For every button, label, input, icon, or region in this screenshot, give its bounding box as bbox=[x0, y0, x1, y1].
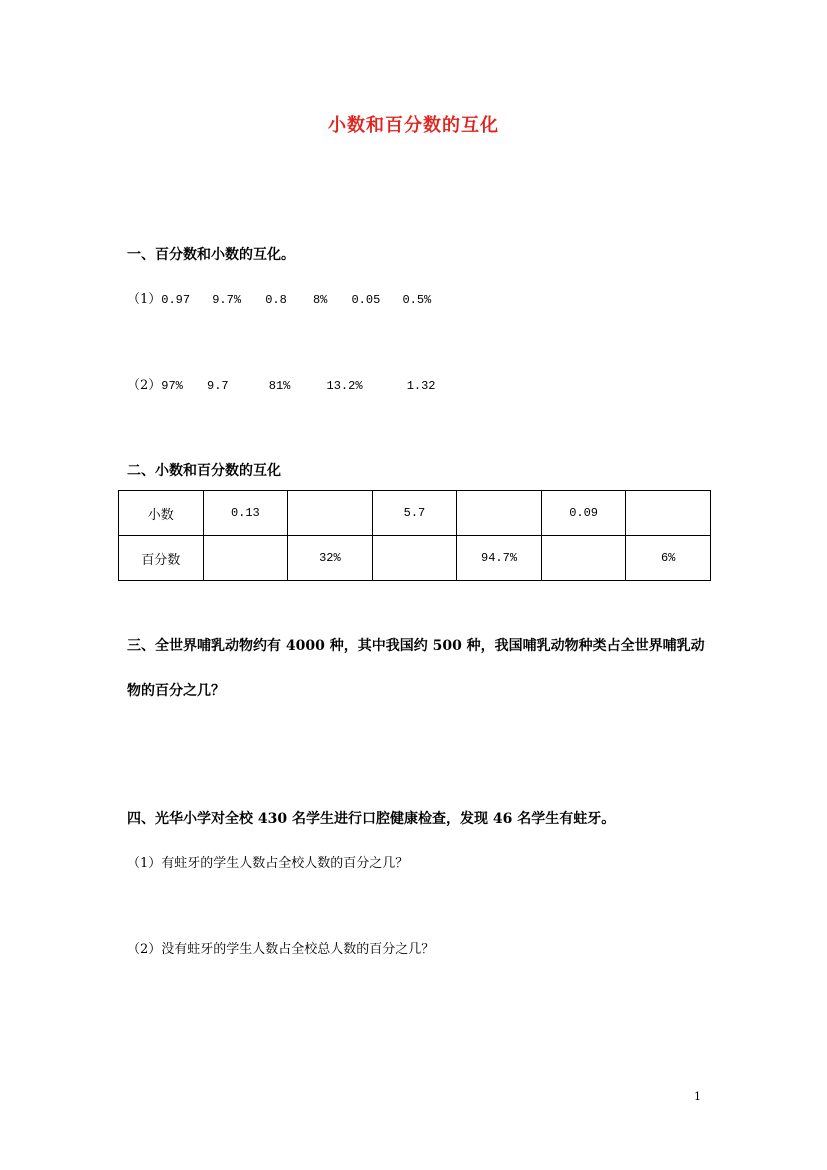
row2-label: （2） bbox=[127, 378, 162, 393]
row1-label: （1） bbox=[127, 292, 162, 307]
section1-row1 bbox=[127, 288, 431, 307]
table-cell bbox=[457, 491, 542, 536]
row1-item: 8% bbox=[312, 293, 328, 307]
table-cell: 0.09 bbox=[541, 491, 626, 536]
table-cell bbox=[626, 491, 711, 536]
section1-row2 bbox=[127, 374, 436, 393]
section3-line2: 物的百分之几？ bbox=[127, 683, 225, 699]
table-cell bbox=[288, 491, 373, 536]
page-title: 小数和百分数的互化 bbox=[328, 115, 499, 136]
conversion-table bbox=[118, 490, 711, 581]
section2-heading: 二、小数和百分数的互化 bbox=[127, 463, 281, 479]
section4-question1: （1）有蛀牙的学生人数占全校人数的百分之几？ bbox=[127, 856, 409, 871]
table-cell: 0.13 bbox=[203, 491, 288, 536]
section4-heading: 四、光华小学对全校 430 名学生进行口腔健康检查，发现 46 名学生有蛀牙。 bbox=[127, 811, 616, 827]
row-header-percent: 百分数 bbox=[119, 536, 204, 581]
table-cell bbox=[372, 536, 457, 581]
table-cell bbox=[541, 536, 626, 581]
row1-item: 9.7% bbox=[212, 293, 242, 307]
table-row bbox=[119, 536, 711, 581]
row2-item: 9.7 bbox=[207, 379, 229, 393]
table-row bbox=[119, 491, 711, 536]
row2-item: 97% bbox=[161, 379, 183, 393]
row1-item: 0.97 bbox=[161, 293, 191, 307]
table-cell: 6% bbox=[626, 536, 711, 581]
row-header-decimal: 小数 bbox=[119, 491, 204, 536]
page-number: 1 bbox=[694, 1090, 701, 1103]
table-cell: 5.7 bbox=[372, 491, 457, 536]
row1-item: 0.5% bbox=[402, 293, 432, 307]
table-cell bbox=[203, 536, 288, 581]
row2-item: 81% bbox=[268, 379, 291, 393]
section3-line1: 三、全世界哺乳动物约有 4000 种，其中我国约 500 种，我国哺乳动物种类占全世界哺乳动 bbox=[127, 638, 705, 654]
row2-item: 13.2% bbox=[326, 379, 363, 393]
table-cell: 94.7% bbox=[457, 536, 542, 581]
section4-question2: （2）没有蛀牙的学生人数占全校总人数的百分之几？ bbox=[127, 942, 435, 957]
row1-item: 0.8 bbox=[265, 293, 287, 307]
table-cell: 32% bbox=[288, 536, 373, 581]
row1-item: 0.05 bbox=[351, 293, 381, 307]
section1-heading: 一、百分数和小数的互化。 bbox=[127, 247, 295, 263]
row2-item: 1.32 bbox=[406, 379, 436, 393]
